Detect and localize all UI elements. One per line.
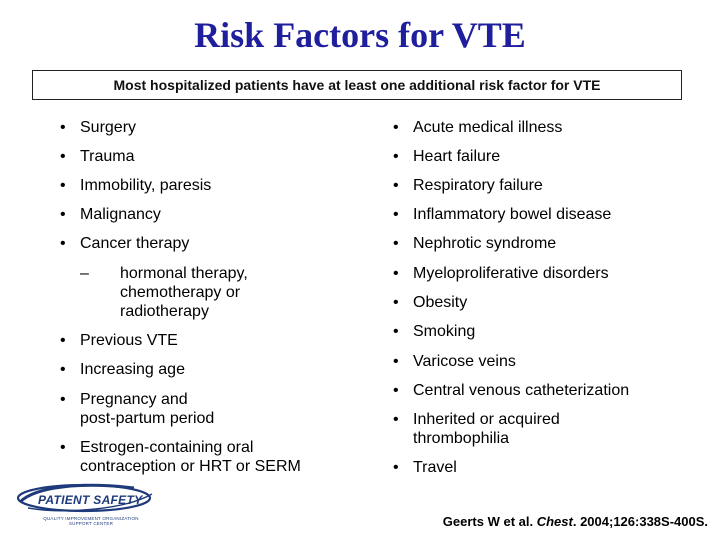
bullet-icon: • bbox=[393, 323, 399, 340]
bullet-icon: • bbox=[60, 332, 66, 349]
bullet-icon: • bbox=[393, 177, 399, 194]
dash-icon: – bbox=[80, 265, 89, 282]
list-item: • Travel bbox=[393, 459, 457, 476]
bullet-icon: • bbox=[60, 391, 66, 408]
bullet-icon: • bbox=[393, 353, 399, 370]
citation-journal: Chest bbox=[536, 514, 573, 529]
bullet-icon: • bbox=[60, 235, 66, 252]
citation-details: . 2004;126:338S-400S. bbox=[572, 514, 708, 529]
bullet-icon: • bbox=[393, 382, 399, 399]
bullet-icon: • bbox=[60, 206, 66, 223]
logo-name: PATIENT SAFETY bbox=[38, 493, 143, 507]
citation bbox=[443, 514, 708, 529]
list-item: • Pregnancy and post-partum period bbox=[60, 391, 215, 427]
bullet-icon: • bbox=[393, 411, 399, 428]
list-item: • Nephrotic syndrome bbox=[393, 235, 557, 252]
list-item: • Myeloproliferative disorders bbox=[393, 265, 609, 282]
list-item: • Previous VTE bbox=[60, 332, 178, 349]
bullet-icon: • bbox=[393, 206, 399, 223]
logo-tagline: QUALITY IMPROVEMENT ORGANIZATION SUPPORT CENTER bbox=[43, 516, 139, 526]
list-item: • Inherited or acquired thrombophilia bbox=[393, 411, 560, 447]
list-item: • Estrogen-containing oral contraception or HRT or SERM bbox=[60, 439, 301, 475]
list-item: • Respiratory failure bbox=[393, 177, 543, 194]
list-item: • Smoking bbox=[393, 323, 476, 340]
list-item: • Increasing age bbox=[60, 361, 185, 378]
list-item: • Acute medical illness bbox=[393, 119, 563, 136]
bullet-icon: • bbox=[393, 265, 399, 282]
subtitle-box bbox=[32, 70, 682, 100]
page-title: Risk Factors for VTE bbox=[194, 15, 526, 55]
subtitle-text: Most hospitalized patients have at least one additional risk factor for VTE bbox=[113, 77, 601, 93]
bullet-icon: • bbox=[60, 361, 66, 378]
list-item: • Cancer therapy bbox=[60, 235, 190, 252]
list-item: • Immobility, paresis bbox=[60, 177, 212, 194]
list-item: • Obesity bbox=[393, 294, 468, 311]
list-item: • Varicose veins bbox=[393, 353, 516, 370]
bullet-icon: • bbox=[60, 439, 66, 456]
bullet-icon: • bbox=[393, 235, 399, 252]
patient-safety-logo bbox=[14, 482, 164, 532]
citation-authors: Geerts W et al. bbox=[442, 514, 537, 529]
bullet-icon: • bbox=[393, 119, 399, 136]
list-item: • Surgery bbox=[60, 119, 137, 136]
list-item: • Inflammatory bowel disease bbox=[393, 206, 612, 223]
bullet-icon: • bbox=[393, 294, 399, 311]
list-item: • Trauma bbox=[60, 148, 135, 165]
list-item: • Malignancy bbox=[60, 206, 161, 223]
list-item: • Heart failure bbox=[393, 148, 501, 165]
bullet-icon: • bbox=[60, 177, 66, 194]
bullet-icon: • bbox=[60, 148, 66, 165]
list-item: • Central venous catheterization bbox=[393, 382, 630, 399]
bullet-icon: • bbox=[393, 459, 399, 476]
bullet-icon: • bbox=[60, 119, 66, 136]
sub-list-item: – hormonal therapy, chemotherapy or radiotherapy bbox=[80, 265, 248, 320]
bullet-icon: • bbox=[393, 148, 399, 165]
